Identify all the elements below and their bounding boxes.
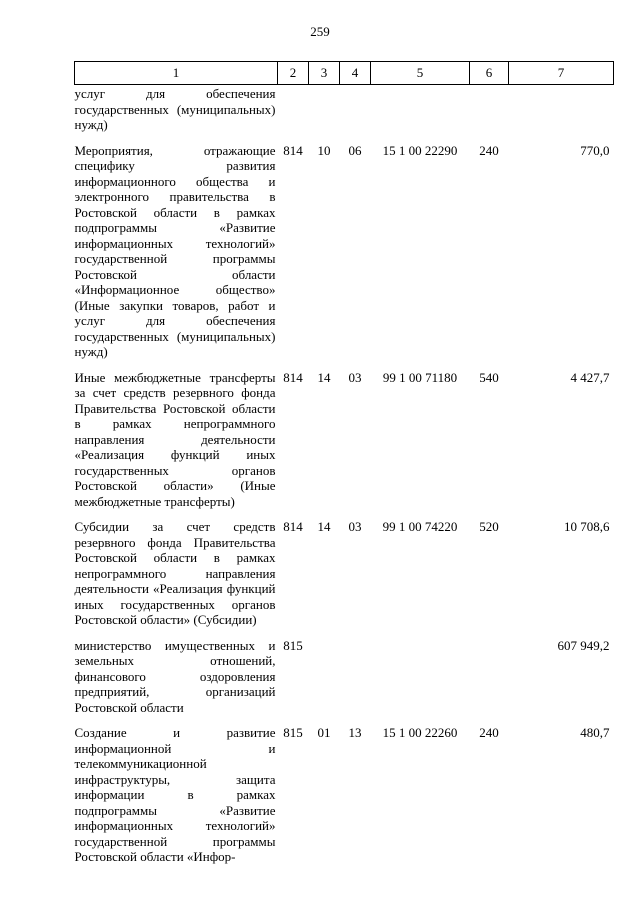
row-ministry-code: 814 bbox=[283, 369, 303, 385]
row-subsection-code bbox=[340, 85, 371, 133]
row-expense-type: 520 bbox=[479, 519, 499, 534]
row-ministry-code: 815 bbox=[283, 725, 303, 740]
row-subsection-code: 06 bbox=[348, 142, 362, 158]
row-amount: 607 949,2 bbox=[557, 637, 610, 653]
row-ministry-code: 814 bbox=[283, 142, 303, 158]
row-description: Субсидии за счет средств резервного фонда Правительства Ростовской области в рамках непрограммного направления деятельности «Реализация функций иных государственных органов Ростовской области» (Субсидии) bbox=[74, 519, 276, 627]
row-section-code: 10 bbox=[317, 142, 331, 158]
row-subsection-code: 03 bbox=[348, 369, 362, 385]
header-col-7: 7 bbox=[509, 62, 614, 85]
row-expense-type bbox=[470, 628, 509, 716]
row-target-article: 15 1 00 22260 bbox=[382, 725, 458, 740]
row-amount: 480,7 bbox=[580, 725, 610, 740]
row-section-code bbox=[309, 85, 340, 133]
table-row bbox=[75, 509, 614, 628]
row-amount: 4 427,7 bbox=[570, 369, 610, 385]
row-description: услуг для обеспечения государственных (муниципальных) нужд) bbox=[74, 86, 276, 132]
row-description: Мероприятия, отражающие специфику развития информационного общества и электронного правительства в Ростовской области в рамках подпрограммы «Развитие информационных технологий» государственной программы Ростовской области «Информационное общество» (Иные закупки товаров, работ и услуг для обеспечения государственных (муниципальных) нужд) bbox=[74, 142, 276, 359]
row-target-article: 99 1 00 71180 bbox=[382, 369, 458, 385]
row-amount: 770,0 bbox=[580, 142, 610, 158]
row-target-article bbox=[371, 85, 470, 133]
row-target-article bbox=[371, 628, 470, 716]
row-section-code: 01 bbox=[317, 725, 331, 740]
header-col-2: 2 bbox=[278, 62, 309, 85]
header-row bbox=[75, 62, 614, 85]
table-row bbox=[75, 360, 614, 510]
table-row bbox=[75, 85, 614, 133]
table-row bbox=[75, 715, 614, 865]
row-expense-type: 240 bbox=[479, 725, 499, 740]
row-subsection-code bbox=[340, 628, 371, 716]
row-section-code: 14 bbox=[317, 369, 331, 385]
row-section-code bbox=[309, 628, 340, 716]
row-description: Создание и развитие информационной и телекоммуникационной инфраструктуры, защита информации в рамках подпрограммы «Развитие информационных технологий» государственной программы Ростовской области «Инфор- bbox=[74, 725, 276, 864]
row-amount bbox=[509, 85, 614, 133]
row-subsection-code: 03 bbox=[348, 519, 362, 534]
row-target-article: 99 1 00 74220 bbox=[382, 519, 458, 534]
table-row bbox=[75, 628, 614, 716]
row-ministry-code: 814 bbox=[283, 519, 303, 534]
budget-table bbox=[74, 61, 614, 865]
row-description: министерство имущественных и земельных отношений, финансового оздоровления предприятий, организаций Ростовской области bbox=[74, 637, 276, 715]
header-col-4: 4 bbox=[340, 62, 371, 85]
table-row bbox=[75, 133, 614, 360]
row-subsection-code: 13 bbox=[348, 725, 362, 740]
row-ministry-code: 815 bbox=[283, 637, 303, 653]
row-ministry-code bbox=[278, 85, 309, 133]
row-target-article: 15 1 00 22290 bbox=[382, 142, 458, 158]
table-header bbox=[75, 62, 614, 85]
header-col-1: 1 bbox=[75, 62, 278, 85]
row-expense-type: 540 bbox=[479, 369, 499, 385]
row-expense-type: 240 bbox=[479, 142, 499, 158]
header-col-5: 5 bbox=[371, 62, 470, 85]
header-col-3: 3 bbox=[309, 62, 340, 85]
table-body bbox=[75, 85, 614, 865]
header-col-6: 6 bbox=[470, 62, 509, 85]
row-expense-type bbox=[470, 85, 509, 133]
row-amount: 10 708,6 bbox=[564, 519, 610, 534]
row-section-code: 14 bbox=[317, 519, 331, 534]
page-number: 259 bbox=[310, 24, 330, 39]
row-description: Иные межбюджетные трансферты за счет средств резервного фонда Правительства Ростовской области в рамках непрограммного направления деятельности «Реализация функций иных государственных органов Ростовской области» (Иные межбюджетные трансферты) bbox=[74, 369, 276, 509]
